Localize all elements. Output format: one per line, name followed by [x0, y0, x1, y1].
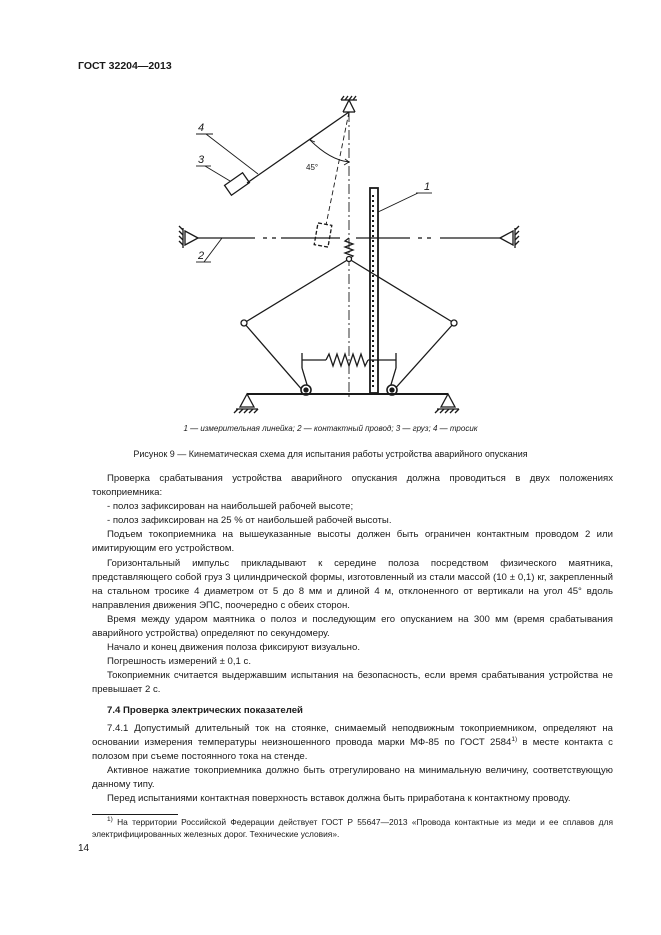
label-weight: 3: [198, 154, 205, 166]
figure-caption: Рисунок 9 — Кинематическая схема для испытания работы устройства аварийного опускания: [133, 449, 528, 459]
paragraph: Проверка срабатывания устройства аварийного опускания должна проводиться в двух положениях токоприемника:: [92, 473, 613, 499]
paragraph-text: 7.4.1 Допустимый длительный ток на стоянке, снимаемый неподвижным токоприемником, определяют на основании измерения температуры неизношенного провода марки МФ-85 по ГОСТ 2584: [92, 722, 613, 748]
pendulum-weight: [225, 173, 250, 195]
footnote-ref: 1): [511, 735, 518, 743]
paragraph: Время между ударом маятника о полоз и последующим его опусканием на 300 мм (время срабатывания аварийного устройства) определяют по секундомеру.: [92, 613, 613, 640]
paragraph: Перед испытаниями контактная поверхность вставок должна быть приработана к контактному проводу.: [107, 793, 571, 805]
label-cable: 4: [198, 122, 205, 134]
footnote-divider: [92, 814, 178, 815]
main-text: [92, 470, 613, 806]
pendulum-rest-position: [314, 223, 332, 247]
list-item: - полоз зафиксирован на 25 % от наибольшей рабочей высоты.: [107, 515, 392, 527]
footnote: [92, 816, 613, 840]
pendulum-pivot: [341, 96, 357, 112]
paragraph: Начало и конец движения полоза фиксируют визуально.: [107, 642, 360, 654]
angle-arc: [310, 140, 349, 162]
lower-spring: [326, 354, 368, 366]
paragraph: Токоприемник считается выдержавшим испытания на безопасность, если время срабатывания устройства не превышает 2 с.: [92, 670, 613, 696]
label-wire: 2: [198, 250, 205, 262]
paragraph: [92, 722, 613, 764]
document-header: ГОСТ 32204—2013: [78, 60, 172, 72]
figure-legend: 1 — измерительная линейка; 2 — контактный провод; 3 — груз; 4 — тросик: [183, 424, 478, 433]
list-item: - полоз зафиксирован на наибольшей рабочей высоте;: [107, 501, 354, 513]
label-ruler: 1: [424, 181, 431, 193]
footnote-mark: 1): [107, 816, 113, 824]
pendulum-cable: [247, 112, 349, 183]
section-heading: 7.4 Проверка электрических показателей: [107, 704, 303, 716]
page-number: 14: [78, 843, 90, 854]
paragraph: Подъем токоприемника на вышеуказанные высоты должен быть ограничен контактным проводом 2 или имитирующим его устройством.: [92, 529, 613, 555]
footnote-text: На территории Российской Федерации действует ГОСТ Р 55647—2013 «Провода контактные из меди и ее сплавов для электрифицированных железных дорог. Технические условия».: [92, 817, 613, 839]
paragraph: Горизонтальный импульс прикладывают к середине полоза посредством физического маятника, представляющего собой груз 3 цилиндрической формы, изготовленный из стали массой (10 ± 0,1) кг, закрепленный на стальном тросике 4 диаметром от 5 до 8 мм и длиной 4 м, отклоненного от вертикали на угол 45° вдоль направления движения ЭПС, поочередно с обеих сторон.: [92, 557, 613, 611]
label-angle: 45°: [306, 163, 319, 172]
paragraph: Погрешность измерений ± 0,1 с.: [107, 656, 252, 668]
paragraph: Активное нажатие токоприемника должно быть отрегулировано на минимальную величину, соответствующую данному типу.: [92, 764, 613, 790]
paragraph-text: в месте контакта с полозом при съеме постоянного тока на стенде.: [92, 736, 613, 762]
